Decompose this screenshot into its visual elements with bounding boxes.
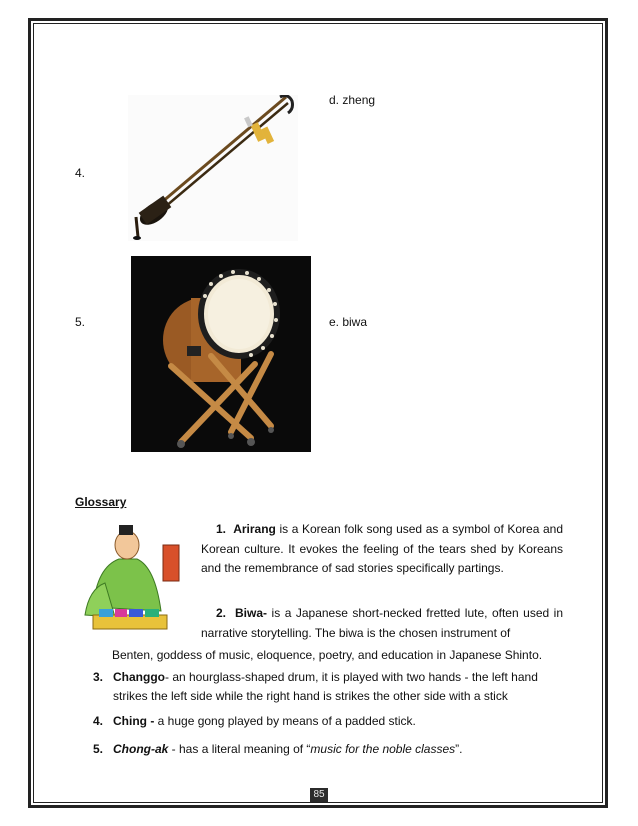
- page-number: 85: [310, 788, 328, 802]
- glossary-entry-2-tail: Benten, goddess of music, eloquence, poetry, and education in Japanese Shinto.: [112, 648, 543, 662]
- answer-label-d: d. zheng: [329, 93, 376, 107]
- entry-5-text-italic: music for the noble classes: [310, 742, 456, 756]
- entry-1-text: is a Korean folk song used as a symbol of Korea and Korean culture. It evokes the feeling of the tears shed by Koreans and the remembrance of sad stories specifically partings.: [201, 522, 564, 575]
- entry-4-term: Ching -: [113, 714, 155, 728]
- entry-2-number: 2.: [216, 606, 227, 620]
- glossary-entry-1: [201, 520, 563, 579]
- item-number-4: 4.: [75, 166, 86, 180]
- entry-1-term: Arirang: [233, 522, 276, 536]
- glossary-title: Glossary: [75, 495, 127, 509]
- entry-4-number: 4.: [93, 714, 104, 728]
- entry-1-number: 1.: [216, 522, 227, 536]
- entry-5-number: 5.: [93, 742, 104, 756]
- entry-5-term: Chong-ak: [113, 742, 169, 756]
- entry-2-term: Biwa-: [235, 606, 268, 620]
- entry-5-text-pre: - has a literal meaning of “: [168, 742, 311, 756]
- glossary-entry-3: [93, 668, 563, 706]
- entry-4-text: a huge gong played by means of a padded stick.: [154, 714, 416, 728]
- japanese-figure-illustration: [75, 519, 187, 635]
- entry-3-term: Changgo: [113, 670, 165, 684]
- entry-3-number: 3.: [93, 670, 104, 684]
- entry-5-text-post: ”.: [455, 742, 463, 756]
- taiko-drum-image: [131, 256, 311, 452]
- glossary-entry-4: [93, 712, 563, 731]
- glossary-entry-2-head: 2. Biwa- is a Japanese short-necked fretted lute, often used in narrative storytelling. The biwa is the chosen instrument of: [201, 606, 563, 640]
- erhu-instrument-image: [128, 95, 298, 241]
- item-number-5: 5.: [75, 315, 86, 329]
- glossary-entry-5: [93, 740, 563, 759]
- entry-3-text: - an hourglass-shaped drum, it is played with two hands - the left hand strikes the left side while the right hand is strikes the other side with a stick: [113, 670, 538, 703]
- answer-label-e: e. biwa: [329, 315, 368, 329]
